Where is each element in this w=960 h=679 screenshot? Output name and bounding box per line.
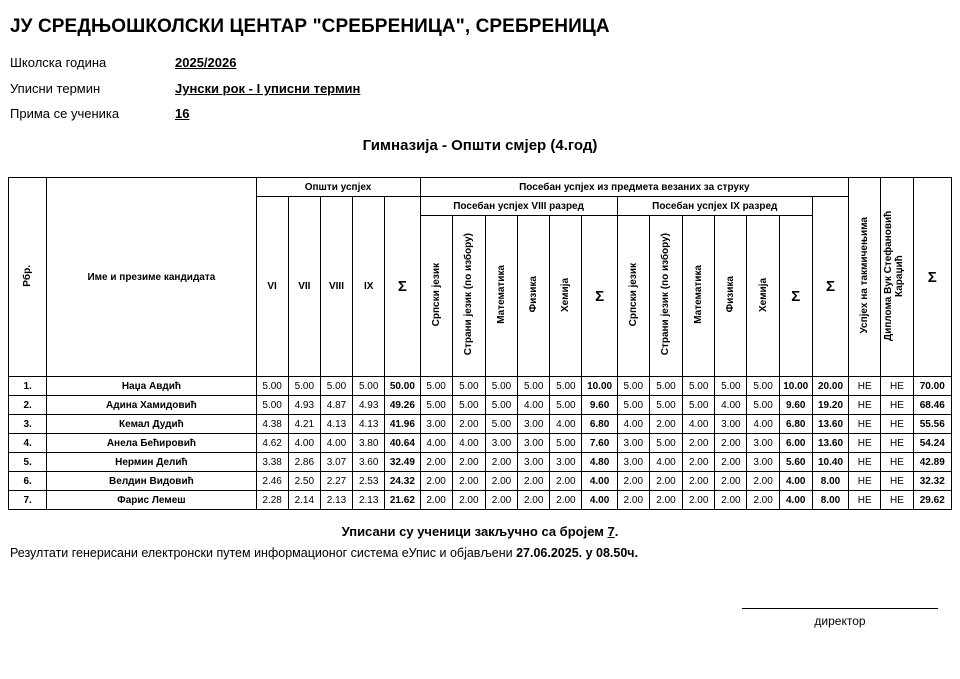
cell-ix: 3.60 (353, 453, 385, 472)
cell-s9-physics: 3.00 (715, 415, 747, 434)
header-total-sum: Σ (913, 178, 951, 377)
cell-general-sum: 24.32 (385, 472, 420, 491)
cell-general-sum: 49.26 (385, 396, 420, 415)
header-subject-label: Хемија (560, 277, 572, 312)
cell-s9-math: 2.00 (683, 453, 715, 472)
cell-s8-math: 5.00 (485, 377, 517, 396)
header-s9-physics (715, 216, 747, 377)
cell-s9-serbian: 2.00 (617, 472, 649, 491)
header-rb (9, 178, 47, 377)
cell-s9-sum: 6.00 (779, 434, 812, 453)
cell-s8-math: 5.00 (485, 415, 517, 434)
cell-s8-foreign: 2.00 (452, 453, 485, 472)
table-row (9, 415, 952, 434)
cell-competition: НЕ (849, 415, 881, 434)
candidate-name: Кемал Дудић (47, 415, 256, 434)
cell-s9-math: 2.00 (683, 434, 715, 453)
cell-s9-serbian: 2.00 (617, 491, 649, 510)
cell-s8-sum: 9.60 (582, 396, 617, 415)
table-row (9, 434, 952, 453)
cell-s8-chemistry: 5.00 (550, 396, 582, 415)
cell-s9-physics: 2.00 (715, 491, 747, 510)
cell-vi: 2.28 (256, 491, 288, 510)
row-number: 5. (9, 453, 47, 472)
cell-s8-chemistry: 4.00 (550, 415, 582, 434)
table-row (9, 377, 952, 396)
cell-competition: НЕ (849, 491, 881, 510)
cell-s8-chemistry: 2.00 (550, 472, 582, 491)
cell-viii: 4.13 (320, 415, 352, 434)
header-s9-foreign (649, 216, 682, 377)
cell-viii: 4.87 (320, 396, 352, 415)
page-title: ЈУ СРЕДЊОШКОЛСКИ ЦЕНТАР "СРЕБРЕНИЦА", СРЕБРЕНИЦА (10, 16, 610, 37)
cell-s8-foreign: 5.00 (452, 377, 485, 396)
cell-s9-sum: 10.00 (779, 377, 812, 396)
cell-s8-serbian: 5.00 (420, 377, 452, 396)
cell-special-sum: 13.60 (812, 415, 848, 434)
cell-total: 29.62 (913, 491, 951, 510)
header-subject-label: Српски језик (627, 262, 639, 327)
header-subject-label: Математика (693, 265, 705, 324)
cell-s8-physics: 2.00 (518, 472, 550, 491)
info-label: Уписни термин (10, 81, 101, 96)
cell-ix: 3.80 (353, 434, 385, 453)
info-value: Јунски рок - I уписни термин (175, 81, 361, 96)
cell-s9-chemistry: 2.00 (747, 472, 779, 491)
signature-line (742, 608, 938, 609)
table-row (9, 491, 952, 510)
cell-s9-foreign: 5.00 (649, 434, 682, 453)
cell-vii: 2.50 (288, 472, 320, 491)
row-number: 1. (9, 377, 47, 396)
header-vii: VII (288, 197, 320, 377)
cell-s8-sum: 6.80 (582, 415, 617, 434)
row-number: 6. (9, 472, 47, 491)
cell-special-sum: 8.00 (812, 472, 848, 491)
enrolled-prefix: Уписани су ученици закључно са бројем (341, 524, 608, 539)
cell-competition: НЕ (849, 472, 881, 491)
candidate-name: Анела Бећировић (47, 434, 256, 453)
cell-s9-math: 2.00 (683, 491, 715, 510)
cell-s8-sum: 4.00 (582, 472, 617, 491)
cell-s8-chemistry: 5.00 (550, 434, 582, 453)
cell-general-sum: 50.00 (385, 377, 420, 396)
info-label: Школска година (10, 55, 107, 70)
row-number: 3. (9, 415, 47, 434)
section-subtitle: Гимназија - Општи смјер (4.год) (362, 137, 598, 154)
cell-competition: НЕ (849, 434, 881, 453)
header-name: Име и презиме кандидата (47, 178, 256, 377)
header-s8-math (485, 216, 517, 377)
cell-vi: 4.38 (256, 415, 288, 434)
header-s8-physics (518, 216, 550, 377)
cell-s8-math: 2.00 (485, 491, 517, 510)
cell-total: 32.32 (913, 472, 951, 491)
table-row (9, 472, 952, 491)
cell-s8-foreign: 2.00 (452, 491, 485, 510)
row-number: 7. (9, 491, 47, 510)
cell-vii: 4.93 (288, 396, 320, 415)
header-s9-serbian (617, 216, 649, 377)
cell-diploma: НЕ (881, 396, 913, 415)
header-s8-serbian (420, 216, 452, 377)
cell-s9-chemistry: 2.00 (747, 491, 779, 510)
info-value: 16 (175, 106, 190, 121)
cell-s8-serbian: 4.00 (420, 434, 452, 453)
cell-s9-sum: 5.60 (779, 453, 812, 472)
candidate-name: Адина Хамидовић (47, 396, 256, 415)
cell-general-sum: 40.64 (385, 434, 420, 453)
cell-s9-math: 5.00 (683, 377, 715, 396)
cell-s9-math: 2.00 (683, 472, 715, 491)
results-body (9, 377, 952, 510)
info-value: 2025/2026 (175, 55, 237, 70)
note-date: 27.06.2025. у 08.50ч. (516, 546, 639, 560)
cell-s8-physics: 3.00 (518, 453, 550, 472)
cell-s9-foreign: 5.00 (649, 396, 682, 415)
cell-total: 54.24 (913, 434, 951, 453)
cell-ix: 2.13 (353, 491, 385, 510)
cell-s8-serbian: 2.00 (420, 491, 452, 510)
cell-s9-chemistry: 3.00 (747, 453, 779, 472)
cell-s9-sum: 6.80 (779, 415, 812, 434)
header-s8-foreign (452, 216, 485, 377)
header-subject-label: Хемија (757, 277, 769, 312)
header-subject-label: Страни језик (по избору) (463, 233, 475, 356)
cell-general-sum: 41.96 (385, 415, 420, 434)
cell-s9-foreign: 5.00 (649, 377, 682, 396)
candidate-name: Велдин Видовић (47, 472, 256, 491)
cell-s8-serbian: 2.00 (420, 453, 452, 472)
cell-s9-physics: 2.00 (715, 453, 747, 472)
header-subject-label: Страни језик (по избору) (660, 233, 672, 356)
cell-s9-math: 5.00 (683, 396, 715, 415)
header-viii: VIII (320, 197, 352, 377)
cell-s8-physics: 3.00 (518, 434, 550, 453)
cell-s9-sum: 9.60 (779, 396, 812, 415)
cell-diploma: НЕ (881, 415, 913, 434)
cell-s9-serbian: 4.00 (617, 415, 649, 434)
cell-s8-physics: 5.00 (518, 377, 550, 396)
cell-s8-foreign: 2.00 (452, 415, 485, 434)
candidate-name: Наџа Авдић (47, 377, 256, 396)
header-special-success: Посебан успјех из предмета везаних за струку (420, 178, 849, 197)
cell-s9-sum: 4.00 (779, 491, 812, 510)
cell-general-sum: 21.62 (385, 491, 420, 510)
cell-total: 55.56 (913, 415, 951, 434)
cell-diploma: НЕ (881, 434, 913, 453)
info-label: Прима се ученика (10, 106, 120, 121)
cell-s9-chemistry: 4.00 (747, 415, 779, 434)
cell-s9-serbian: 3.00 (617, 434, 649, 453)
cell-s8-physics: 3.00 (518, 415, 550, 434)
table-row (9, 396, 952, 415)
cell-vi: 5.00 (256, 377, 288, 396)
cell-s8-serbian: 3.00 (420, 415, 452, 434)
cell-s9-serbian: 5.00 (617, 377, 649, 396)
cell-ix: 4.93 (353, 396, 385, 415)
cell-s9-serbian: 3.00 (617, 453, 649, 472)
cell-s9-physics: 2.00 (715, 472, 747, 491)
header-s9-math (683, 216, 715, 377)
cell-ix: 4.13 (353, 415, 385, 434)
enrolled-number: 7 (607, 524, 615, 539)
cell-s8-sum: 7.60 (582, 434, 617, 453)
cell-s8-foreign: 2.00 (452, 472, 485, 491)
cell-vii: 4.00 (288, 434, 320, 453)
header-subject-label: Српски језик (430, 262, 442, 327)
cell-s8-sum: 10.00 (582, 377, 617, 396)
header-vi: VI (256, 197, 288, 377)
enrolled-suffix: . (614, 524, 619, 539)
header-competition-label: Успјех на такмичењима (859, 217, 871, 334)
cell-vi: 2.46 (256, 472, 288, 491)
header-special-viii: Посебан успјех VIII разред (420, 197, 617, 216)
cell-s9-physics: 4.00 (715, 396, 747, 415)
header-subject-label: Математика (496, 265, 507, 324)
cell-s8-serbian: 2.00 (420, 472, 452, 491)
cell-diploma: НЕ (881, 472, 913, 491)
cell-s8-foreign: 5.00 (452, 396, 485, 415)
cell-s8-sum: 4.00 (582, 491, 617, 510)
cell-viii: 5.00 (320, 377, 352, 396)
cell-competition: НЕ (849, 453, 881, 472)
generation-note (10, 546, 638, 560)
header-competition (849, 178, 881, 377)
header-s8-chemistry (550, 216, 582, 377)
cell-s8-sum: 4.80 (582, 453, 617, 472)
cell-vii: 2.14 (288, 491, 320, 510)
cell-special-sum: 20.00 (812, 377, 848, 396)
cell-s9-math: 4.00 (683, 415, 715, 434)
cell-diploma: НЕ (881, 453, 913, 472)
cell-s9-physics: 2.00 (715, 434, 747, 453)
cell-ix: 2.53 (353, 472, 385, 491)
cell-s9-foreign: 2.00 (649, 415, 682, 434)
results-table (8, 177, 952, 510)
cell-s9-foreign: 4.00 (649, 453, 682, 472)
cell-s8-math: 2.00 (485, 472, 517, 491)
cell-s9-serbian: 5.00 (617, 396, 649, 415)
info-term (10, 81, 360, 96)
header-ix: IX (353, 197, 385, 377)
row-number: 2. (9, 396, 47, 415)
header-s9-sum: Σ (779, 216, 812, 377)
cell-vi: 5.00 (256, 396, 288, 415)
cell-s8-math: 3.00 (485, 434, 517, 453)
cell-s9-chemistry: 3.00 (747, 434, 779, 453)
cell-s8-physics: 4.00 (518, 396, 550, 415)
cell-s9-chemistry: 5.00 (747, 396, 779, 415)
header-subject-label: Физика (528, 276, 540, 313)
header-s9-chemistry (747, 216, 779, 377)
cell-total: 70.00 (913, 377, 951, 396)
cell-s8-chemistry: 2.00 (550, 491, 582, 510)
cell-competition: НЕ (849, 396, 881, 415)
cell-total: 68.46 (913, 396, 951, 415)
cell-special-sum: 10.40 (812, 453, 848, 472)
cell-s9-physics: 5.00 (715, 377, 747, 396)
cell-vii: 4.21 (288, 415, 320, 434)
cell-s8-chemistry: 3.00 (550, 453, 582, 472)
table-row (9, 453, 952, 472)
header-s8-sum: Σ (582, 216, 617, 377)
enrolled-summary (0, 524, 960, 539)
cell-s8-math: 2.00 (485, 453, 517, 472)
cell-vii: 5.00 (288, 377, 320, 396)
cell-general-sum: 32.49 (385, 453, 420, 472)
cell-s9-chemistry: 5.00 (747, 377, 779, 396)
candidate-name: Нермин Делић (47, 453, 256, 472)
cell-diploma: НЕ (881, 491, 913, 510)
header-subject-label: Физика (725, 276, 737, 313)
cell-vi: 4.62 (256, 434, 288, 453)
cell-viii: 4.00 (320, 434, 352, 453)
cell-viii: 2.13 (320, 491, 352, 510)
header-special-sum: Σ (812, 197, 848, 377)
cell-s8-serbian: 5.00 (420, 396, 452, 415)
header-diploma-label: Диплома Вук Стефановић Караџић (882, 210, 905, 341)
cell-total: 42.89 (913, 453, 951, 472)
cell-s8-physics: 2.00 (518, 491, 550, 510)
info-school-year (10, 55, 236, 70)
cell-s9-foreign: 2.00 (649, 472, 682, 491)
note-text: Резултати генерисани електронски путем информационог система еУпис и објављени (10, 546, 517, 560)
cell-viii: 2.27 (320, 472, 352, 491)
cell-vii: 2.86 (288, 453, 320, 472)
cell-diploma: НЕ (881, 377, 913, 396)
cell-special-sum: 8.00 (812, 491, 848, 510)
header-general-success: Општи успјех (256, 178, 420, 197)
cell-s9-foreign: 2.00 (649, 491, 682, 510)
header-diploma (881, 178, 913, 377)
cell-competition: НЕ (849, 377, 881, 396)
cell-ix: 5.00 (353, 377, 385, 396)
header-special-ix: Посебан успјех IX разред (617, 197, 812, 216)
cell-s8-foreign: 4.00 (452, 434, 485, 453)
cell-s9-sum: 4.00 (779, 472, 812, 491)
cell-s8-math: 5.00 (485, 396, 517, 415)
cell-special-sum: 19.20 (812, 396, 848, 415)
header-rb-label: Рбр. (22, 264, 34, 287)
cell-viii: 3.07 (320, 453, 352, 472)
info-capacity (10, 106, 189, 121)
row-number: 4. (9, 434, 47, 453)
cell-vi: 3.38 (256, 453, 288, 472)
cell-s8-chemistry: 5.00 (550, 377, 582, 396)
candidate-name: Фарис Лемеш (47, 491, 256, 510)
cell-special-sum: 13.60 (812, 434, 848, 453)
header-general-sum: Σ (385, 197, 420, 377)
signature-label: директор (814, 614, 866, 628)
